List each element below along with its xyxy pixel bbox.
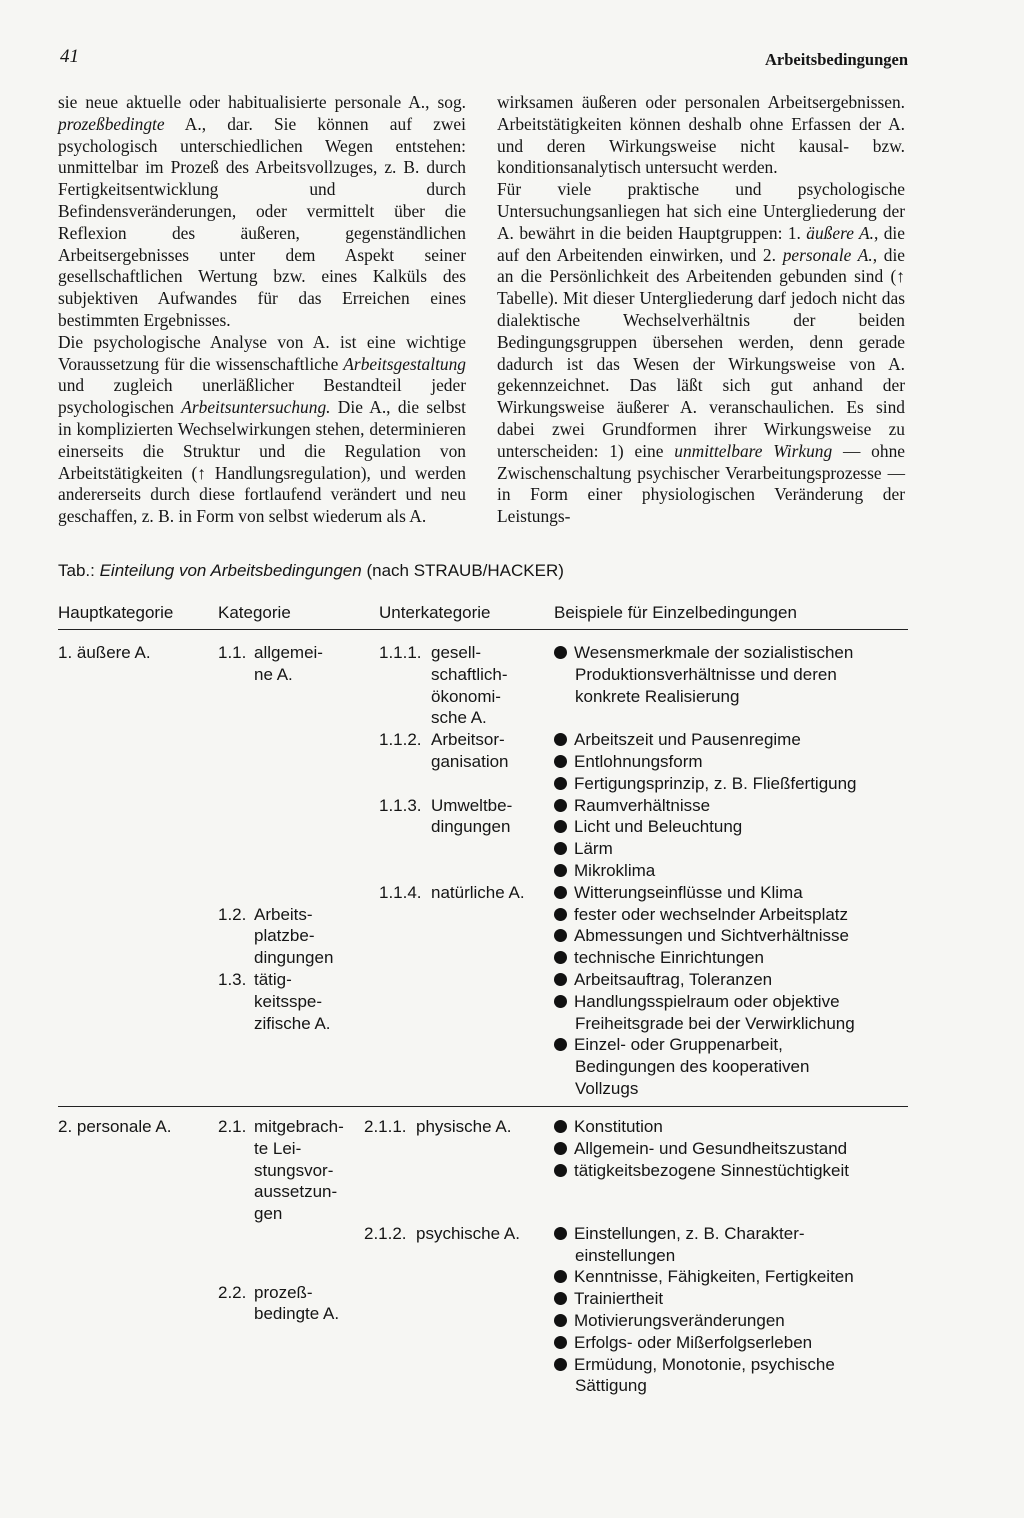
paragraph (497, 179, 905, 528)
bullet-icon (554, 1142, 567, 1155)
category-label-line: Arbeits- (254, 904, 313, 924)
paragraph (497, 92, 905, 179)
subcategory-number: 1.1.4. (379, 882, 422, 902)
example-item (554, 991, 855, 1035)
example-text: Arbeitszeit und Pausenregime (574, 730, 801, 750)
example-item (554, 904, 848, 926)
example-item (554, 1034, 809, 1099)
example-text: Produktionsverhältnisse und deren (575, 664, 837, 684)
bullet-icon (554, 646, 567, 659)
bullet-icon (554, 951, 567, 964)
example-line (554, 795, 710, 817)
text-run: — ohne Zwischenschaltung psychischer Verarbeitungsprozesse — in Form einer physiologischen Veränderung der Leistungs- (497, 440, 905, 527)
example-item (554, 816, 742, 838)
bullet-icon (554, 886, 567, 899)
example-line (554, 1288, 663, 1310)
text-run: und zugleich unerläßlicher Bestandteil jeder psychologischen (58, 375, 466, 418)
text-run: wirksamen äußeren oder personalen Arbeitsergebnissen. Arbeitstätigkeiten können deshalb ohne Erfassen der A. und deren Wirkungsweise nicht kausal- bzw. konditionsanalytisch untersucht werden. (497, 92, 905, 178)
example-text: Handlungsspielraum oder objektive (574, 991, 840, 1011)
text-column-right (497, 92, 905, 528)
example-text: Einstellungen, z. B. Charakter- (574, 1223, 805, 1243)
example-text: Wesensmerkmale der sozialistischen (574, 643, 854, 662)
bullet-icon (554, 799, 567, 812)
emphasis-term: unmittelbare Wirkung (674, 440, 833, 461)
subcategory-label-line: Arbeitsor- (431, 730, 505, 750)
example-item (554, 969, 772, 991)
caption-title: Einteilung von Arbeitsbedingungen (99, 561, 362, 580)
example-text: tätigkeitsbezogene Sinnestüchtigkeit (574, 1160, 850, 1180)
category-label (254, 1116, 344, 1225)
example-item (554, 1138, 847, 1160)
example-item (554, 751, 703, 773)
example-item (554, 882, 803, 904)
example-text: Lärm (574, 839, 613, 859)
text-run: , die auf den Arbeitenden einwirken, und 2. (497, 222, 905, 265)
subcategory-number: 1.1.1. (379, 643, 422, 662)
bullet-icon (554, 1358, 567, 1371)
category-label (254, 969, 331, 1034)
text-run: Die psychologische Analyse von A. ist eine wichtige Voraussetzung für die wissenschaftliche (58, 331, 466, 374)
category-number: 1.2. (218, 904, 247, 924)
example-item (554, 773, 857, 795)
bullet-icon (554, 995, 567, 1008)
example-line (554, 642, 853, 664)
category-label-line: prozeß- (254, 1282, 313, 1302)
example-item (554, 860, 655, 882)
example-line (554, 686, 853, 708)
bullet-icon (554, 777, 567, 790)
example-line (554, 925, 849, 947)
example-text: technische Einrichtungen (574, 948, 764, 968)
subcategory-label-line: ganisation (431, 751, 509, 771)
example-item (554, 1310, 785, 1332)
example-line (554, 882, 803, 904)
example-text: Einzel- oder Gruppenarbeit, (574, 1035, 783, 1055)
category-label-line: stungsvor- (254, 1160, 334, 1180)
running-head: Arbeitsbedingungen (764, 50, 908, 69)
emphasis-term: äußere A. (806, 222, 874, 243)
example-line (554, 1332, 812, 1354)
example-line (554, 1116, 663, 1138)
text-run: , die an die Persönlichkeit des Arbeitenden gebunden sind (↑ Tabelle). Mit dieser Untergliederung darf jedoch nicht das dialektische Wechselverhältnis der beiden Bedingungsgruppen übersehen werden, denn gerade dadurch ist das Wesen der Wirkungsweise von A. gekennzeichnet. Das läßt sich gut anhand der Wirkungsweise äußerer A. veranschaulichen. Es sind dabei zwei Grundformen ihrer Wirkungsweise zu unterscheiden: 1) eine (497, 244, 906, 461)
example-text: einstellungen (575, 1245, 676, 1265)
example-item (554, 1116, 663, 1138)
example-text: Trainiertheit (574, 1289, 664, 1309)
example-item (554, 838, 613, 860)
example-line (554, 816, 742, 838)
category-label-line: platzbe- (254, 926, 315, 946)
example-text: Raumverhältnisse (574, 795, 711, 815)
example-text: Allgemein- und Gesundheitszustand (574, 1138, 848, 1158)
subcategory-number: 1.1.3. (379, 795, 422, 815)
subcategory-label (431, 642, 508, 729)
paragraph (58, 92, 466, 332)
subcategory-label-line: schaftlich- (431, 664, 508, 684)
example-item (554, 1223, 805, 1267)
example-item (554, 1332, 812, 1354)
example-text: Abmessungen und Sichtverhältnisse (574, 926, 849, 946)
example-item (554, 642, 853, 707)
subcategory-number: 2.1.1. (364, 1117, 407, 1136)
example-text: Arbeitsauftrag, Toleranzen (574, 970, 773, 989)
subcategory-label-line: ökonomi- (431, 686, 501, 706)
example-line (554, 1034, 809, 1056)
bullet-icon (554, 733, 567, 746)
example-text: Ermüdung, Monotonie, psychische (574, 1354, 835, 1374)
example-line (554, 1160, 849, 1182)
category-label (254, 904, 333, 969)
category-label (254, 1282, 339, 1326)
example-line (554, 1245, 805, 1267)
page-number: 41 (60, 46, 79, 67)
bullet-icon (554, 973, 567, 986)
example-line (554, 1223, 805, 1245)
bullet-icon (554, 1314, 567, 1327)
example-item (554, 1160, 849, 1182)
bullet-icon (554, 908, 567, 921)
example-text: Mikroklima (574, 861, 656, 880)
category-label (254, 642, 323, 686)
example-text: Fertigungsprinzip, z. B. Fließfertigung (574, 773, 857, 793)
category-label-line: bedingte A. (254, 1304, 340, 1324)
subcategory-label-line: natürliche A. (431, 882, 525, 902)
example-line (554, 1310, 785, 1332)
example-line (554, 664, 853, 686)
example-line (554, 947, 764, 969)
bullet-icon (554, 755, 567, 768)
example-item (554, 795, 710, 817)
example-line (554, 1138, 847, 1160)
subcategory-label (431, 729, 509, 773)
bullet-icon (554, 1227, 567, 1240)
example-text: Kenntnisse, Fähigkeiten, Fertigkeiten (574, 1267, 854, 1287)
example-item (554, 1288, 663, 1310)
subcategory-label-line: dingungen (431, 817, 511, 837)
category-label-line: dingungen (254, 948, 334, 968)
table-header (58, 603, 908, 630)
category-label-line: tätig- (254, 970, 292, 989)
example-item (554, 729, 801, 751)
category-label-line: mitgebrach- (254, 1117, 344, 1136)
category-number: 2.1. (218, 1117, 247, 1136)
example-text: Konstitution (574, 1117, 663, 1136)
example-line (554, 991, 855, 1013)
emphasis-term: personale A. (782, 244, 873, 265)
subcategory-label (431, 795, 512, 839)
bullet-icon (554, 1120, 567, 1133)
example-line (554, 904, 848, 926)
category-number: 1.1. (218, 643, 247, 662)
example-text: Motivierungsveränderungen (574, 1311, 785, 1331)
text-run: Die A., die selbst in komplizierten Wechselwirkungen stehen, determinieren einerseits die Struktur und die Regulation von Arbeitstätigkeiten (↑ Handlungsregulation), und werden andererseits durch diese fortlaufend verändert und neu geschaffen, z. B. in Form von selbst wiederum als A. (58, 397, 467, 527)
table-divider (58, 1106, 908, 1107)
example-text: Entlohnungsform (574, 752, 703, 771)
bullet-icon (554, 820, 567, 833)
column-header-examples: Beispiele für Einzelbedingungen (554, 603, 797, 622)
bullet-icon (554, 842, 567, 855)
example-text: Erfolgs- oder Mißerfolgserleben (574, 1332, 813, 1352)
category-label-line: allgemei- (254, 643, 323, 662)
example-line (554, 729, 801, 751)
subcategory-label (416, 1116, 511, 1138)
example-line (554, 1078, 809, 1100)
emphasis-term: Arbeitsuntersuchung. (181, 397, 331, 418)
example-text: Licht und Beleuchtung (574, 817, 743, 837)
example-line (554, 1375, 835, 1397)
table-caption (58, 561, 564, 581)
example-item (554, 1266, 854, 1288)
subcategory-label (416, 1223, 520, 1245)
emphasis-term: Arbeitsgestaltung (343, 353, 466, 374)
category-label-line: aussetzun- (254, 1182, 338, 1202)
example-text: konkrete Realisierung (575, 686, 740, 706)
subcategory-label-line: Umweltbe- (431, 795, 513, 815)
example-item (554, 1354, 835, 1398)
category-number: 2.2. (218, 1282, 247, 1302)
bullet-icon (554, 1164, 567, 1177)
category-label-line: keitsspe- (254, 991, 323, 1011)
subcategory-label-line: psychische A. (416, 1223, 520, 1243)
category-label-line: gen (254, 1204, 283, 1224)
example-line (554, 969, 772, 991)
example-text: Witterungseinflüsse und Klima (574, 882, 803, 902)
subcategory-label (431, 882, 525, 904)
example-text: fester oder wechselnder Arbeitsplatz (574, 904, 849, 924)
example-text: Vollzugs (575, 1078, 639, 1098)
main-category: 2. personale A. (58, 1117, 172, 1136)
bullet-icon (554, 929, 567, 942)
example-line (554, 860, 655, 882)
paragraph (58, 332, 466, 528)
bullet-icon (554, 1336, 567, 1349)
column-header-main: Hauptkategorie (58, 603, 174, 622)
bullet-icon (554, 1270, 567, 1283)
text-run: sie neue aktuelle oder habitualisierte personale A., sog. (58, 92, 466, 112)
example-line (554, 751, 703, 773)
example-item (554, 947, 764, 969)
example-line (554, 1013, 855, 1035)
text-column-left (58, 92, 466, 528)
example-line (554, 1266, 854, 1288)
example-text: Bedingungen des kooperativen (575, 1057, 810, 1077)
main-category: 1. äußere A. (58, 643, 151, 662)
subcategory-label-line: sche A. (431, 708, 487, 728)
emphasis-term: prozeßbedingte (58, 113, 165, 134)
category-label-line: te Lei- (254, 1138, 302, 1158)
column-header-subcategory: Unterkategorie (379, 603, 491, 622)
example-line (554, 773, 857, 795)
example-line (554, 1354, 835, 1376)
column-header-category: Kategorie (218, 603, 291, 622)
subcategory-number: 2.1.2. (364, 1223, 407, 1243)
example-line (554, 1056, 809, 1078)
bullet-icon (554, 864, 567, 877)
subcategory-label-line: physische A. (416, 1117, 512, 1136)
category-number: 1.3. (218, 970, 247, 989)
bullet-icon (554, 1292, 567, 1305)
text-run: A., dar. Sie können auf zwei psychologisch unterschiedlichen Wegen entstehen: unmittelbar im Prozeß des Arbeitsvollzuges, z. B. durch Fertigkeitsentwicklung und durch Befindensveränderungen, oder vermittelt über die Reflexion des äußeren, gegenständlichen Arbeitsergebnisses unter dem Aspekt seiner gesellschaftlichen Wertung bzw. eines Kalküls des subjektiven Aufwandes für das Erreichen eines bestimmten Ergebnisses. (58, 113, 466, 330)
category-label-line: zifische A. (254, 1013, 331, 1033)
example-item (554, 925, 849, 947)
caption-prefix: Tab.: (58, 561, 95, 580)
category-label-line: ne A. (254, 664, 293, 684)
example-line (554, 838, 613, 860)
subcategory-label-line: gesell- (431, 643, 482, 662)
example-text: Sättigung (575, 1376, 647, 1396)
example-text: Freiheitsgrade bei der Verwirklichung (575, 1013, 855, 1033)
subcategory-number: 1.1.2. (379, 730, 422, 750)
bullet-icon (554, 1038, 567, 1051)
caption-suffix: (nach STRAUB/HACKER) (366, 561, 564, 580)
text-run: Für viele praktische und psychologische Untersuchungsanliegen hat sich eine Untergliederung der A. bewährt in die beiden Hauptgruppen: 1. (497, 179, 905, 243)
